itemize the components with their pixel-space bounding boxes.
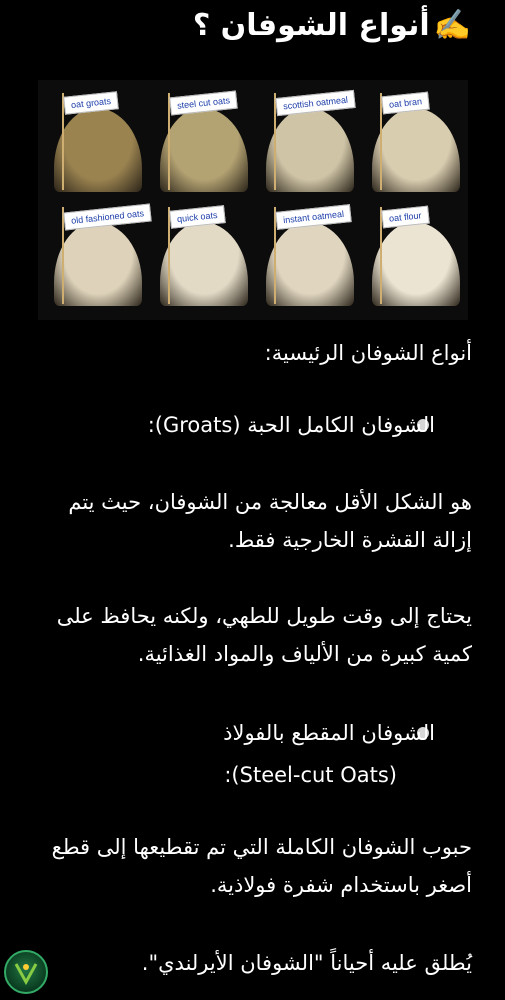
item1-title: الشوفان الكامل الحبة (Groats): (147, 413, 435, 437)
item2-paragraph-1: حبوب الشوفان الكاملة التي تم تقطيعها إلى قطع أصغر باستخدام شفرة فولاذية. (51, 835, 472, 897)
oat-sample-label: scottish oatmeal (275, 90, 355, 116)
oat-sample-6 (154, 202, 254, 310)
oat-sample-4 (366, 88, 466, 196)
oat-sample-2 (154, 88, 254, 196)
item2-title-line1: الشوفان المقطع بالفولاذ (223, 721, 435, 745)
watermark-logo-icon (4, 950, 48, 994)
oat-pile (54, 108, 142, 192)
oat-sample-label: quick oats (169, 205, 225, 229)
writing-hand-icon: ✍️ (433, 8, 471, 43)
oat-pile (372, 108, 460, 192)
title-text: أنواع الشوفان ؟ (192, 8, 430, 43)
oat-sample-label: oat bran (381, 92, 430, 115)
oat-pile (160, 108, 248, 192)
intro-text: أنواع الشوفان الرئيسية: (264, 341, 472, 365)
item2-title-line2: (Steel-cut Oats): (224, 763, 397, 787)
oat-sample-label: steel cut oats (169, 91, 238, 116)
oat-sample-3 (260, 88, 360, 196)
item1-paragraph-2: يحتاج إلى وقت طويل للطهي، ولكنه يحافظ على كمية كبيرة من الألياف والمواد الغذائية. (56, 604, 472, 666)
item2-paragraph-2: يُطلق عليه أحياناً "الشوفان الأيرلندي". (141, 951, 472, 975)
oat-sample-label: oat groats (63, 91, 119, 115)
oat-sample-1 (48, 88, 148, 196)
oat-sample-label: old fashioned oats (63, 203, 151, 230)
oat-sample-8 (366, 202, 466, 310)
oat-sample-7 (260, 202, 360, 310)
oat-types-photo (38, 80, 468, 320)
oat-pile (160, 222, 248, 306)
oat-sample-label: oat flour (381, 206, 429, 229)
item1-paragraph-1: هو الشكل الأقل معالجة من الشوفان، حيث يتم إزالة القشرة الخارجية فقط. (68, 490, 472, 552)
oat-sample-label: instant oatmeal (275, 204, 352, 230)
oat-pile (266, 222, 354, 306)
oat-pile (266, 108, 354, 192)
oat-pile (372, 222, 460, 306)
oat-pile (54, 222, 142, 306)
page-title (193, 8, 471, 43)
oat-sample-5 (48, 202, 148, 310)
